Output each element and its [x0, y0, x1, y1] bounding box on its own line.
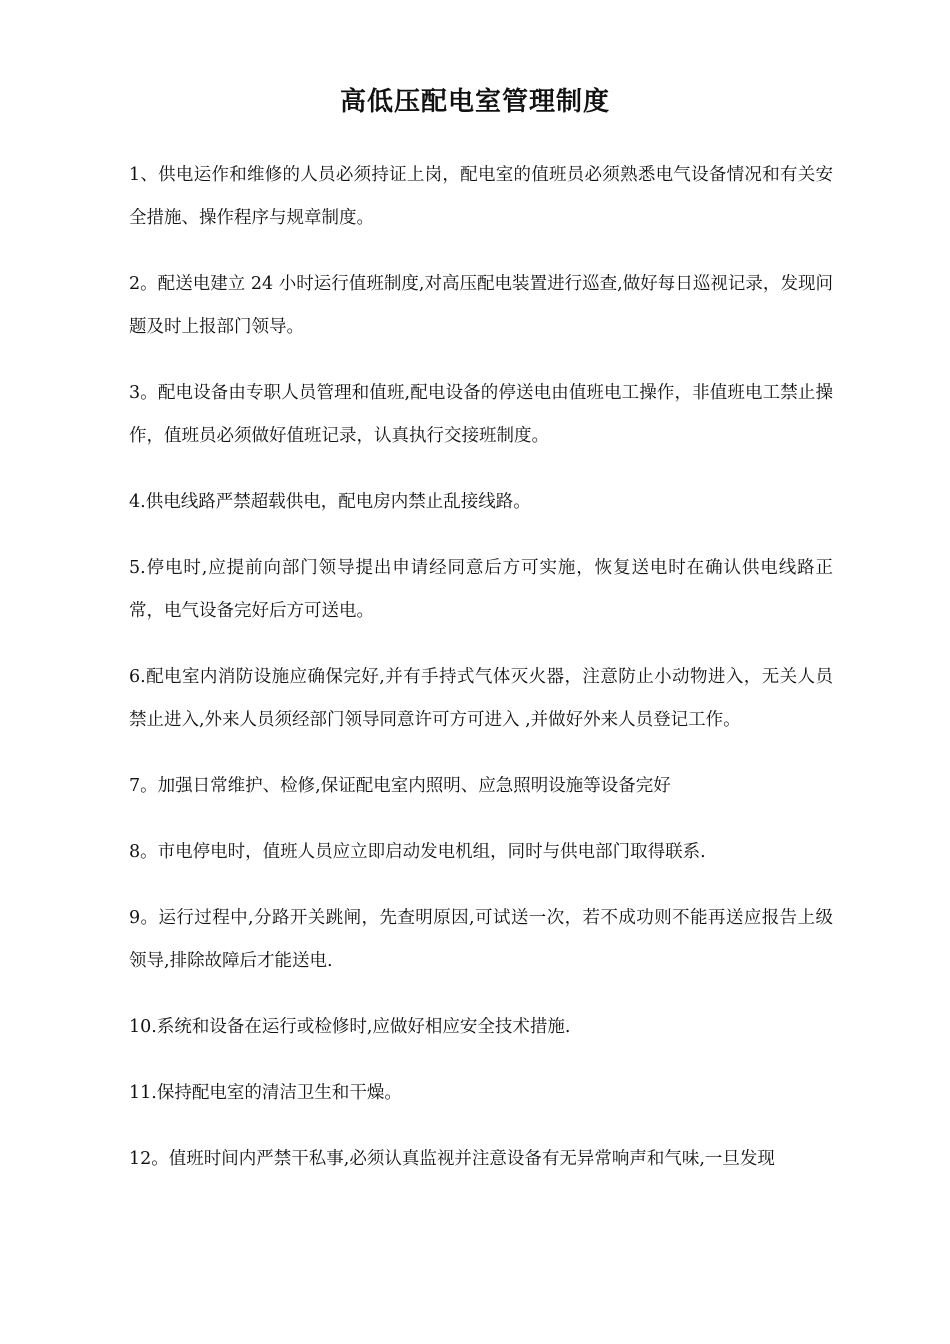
paragraph-5: 5.停电时,应提前向部门领导提出申请经同意后方可实施，恢复送电时在确认供电线路正常，电气设备完好后方可送电。 — [129, 558, 833, 621]
paragraph-12: 12。值班时间内严禁干私事,必须认真监视并注意设备有无异常响声和气味,一旦发现 — [129, 1149, 775, 1169]
paragraph-1: 1、供电运作和维修的人员必须持证上岗，配电室的值班员必须熟悉电气设备情况和有关安全措施、操作程序与规章制度。 — [129, 165, 833, 228]
paragraph-9: 9。运行过程中,分路开关跳闸，先查明原因,可试送一次，若不成功则不能再送应报告上级领导,排除故障后才能送电. — [129, 908, 833, 971]
document-body — [129, 154, 833, 1204]
paragraph-6: 6.配电室内消防设施应确保完好,并有手持式气体灭火器，注意防止小动物进入，无关人员禁止进入,外来人员须经部门领导同意许可方可进入 ,并做好外来人员登记工作。 — [129, 667, 833, 730]
document-title: 高低压配电室管理制度 — [339, 87, 610, 117]
paragraph-3: 3。配电设备由专职人员管理和值班,配电设备的停送电由值班电工操作，非值班电工禁止操作，值班员必须做好值班记录，认真执行交接班制度。 — [129, 383, 833, 446]
paragraph-11: 11.保持配电室的清洁卫生和干燥。 — [129, 1083, 402, 1103]
paragraph-8: 8。市电停电时，值班人员应立即启动发电机组，同时与供电部门取得联系. — [129, 842, 706, 862]
paragraph-2: 2。配送电建立 24 小时运行值班制度,对高压配电装置进行巡查,做好每日巡视记录，发现问题及时上报部门领导。 — [129, 274, 833, 337]
paragraph-4: 4.供电线路严禁超载供电，配电房内禁止乱接线路。 — [129, 492, 531, 512]
paragraph-10: 10.系统和设备在运行或检修时,应做好相应安全技术措施. — [129, 1017, 571, 1037]
paragraph-7: 7。加强日常维护、检修,保证配电室内照明、应急照明设施等设备完好 — [129, 776, 671, 796]
